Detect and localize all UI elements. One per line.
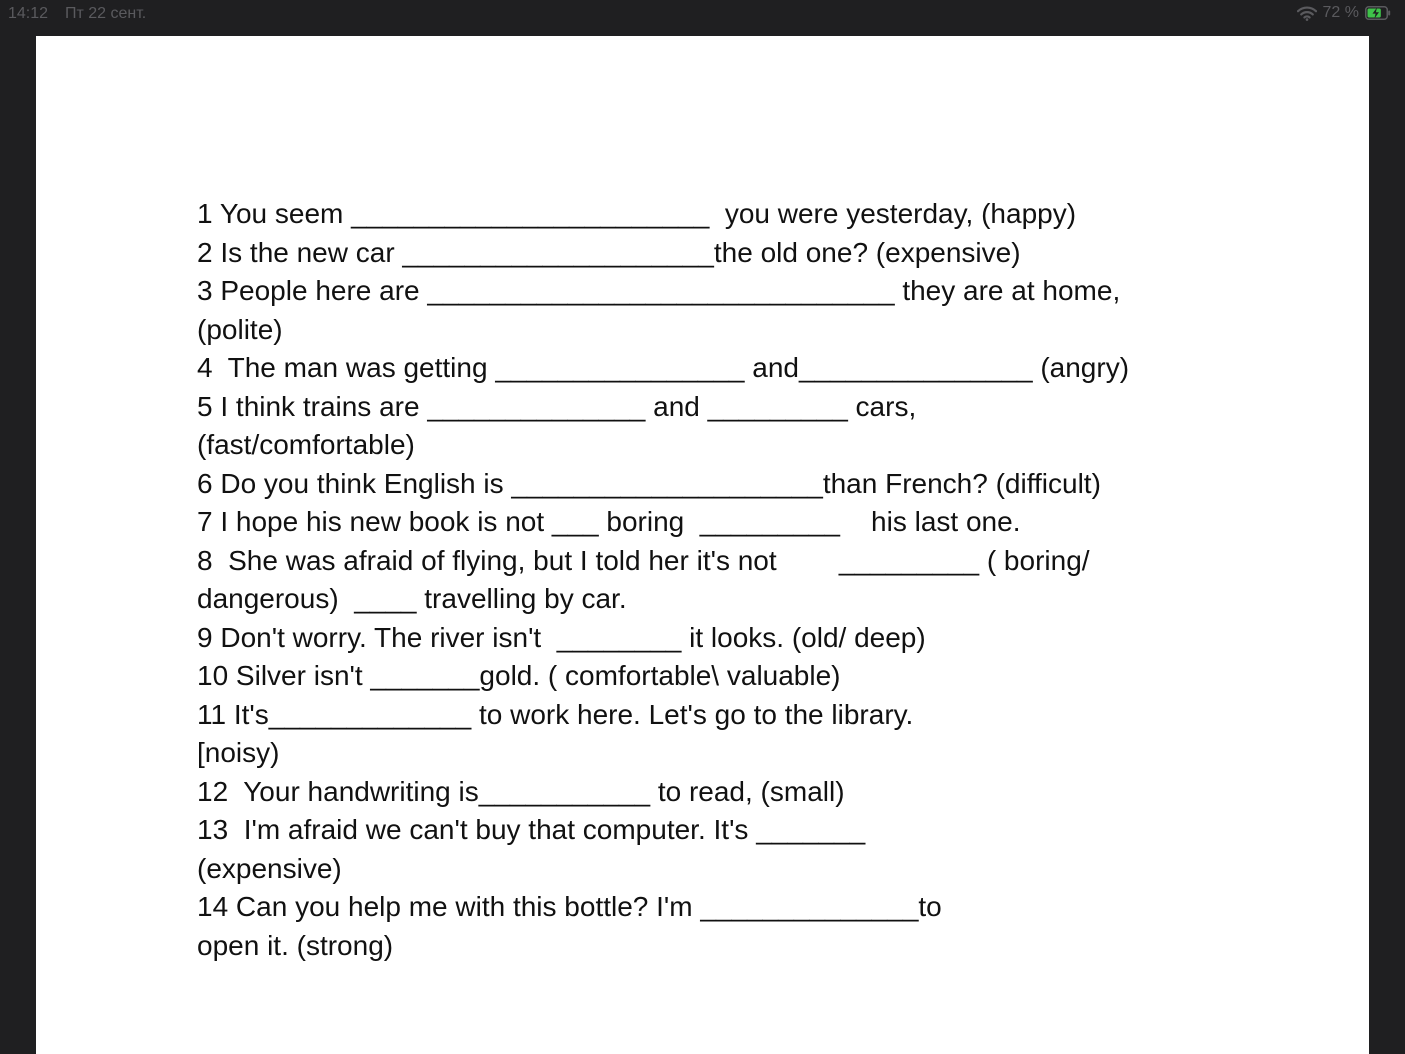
exercise-line: 10 Silver isn't _______gold. ( comfortable\ valuable) xyxy=(197,660,841,691)
exercise-line: 14 Can you help me with this bottle? I'm ______________to xyxy=(197,891,942,922)
exercise-list xyxy=(197,195,1277,965)
exercise-line: 13 I'm afraid we can't buy that computer. It's _______ xyxy=(197,814,866,845)
exercise-line: 9 Don't worry. The river isn't ________ it looks. (old/ deep) xyxy=(197,621,926,653)
exercise-line: 12 Your handwriting is___________ to read, (small) xyxy=(197,775,845,807)
status-date: Пт 22 сент. xyxy=(65,5,147,22)
exercise-line: 7 I hope his new book is not ___ boring _________ his last one. xyxy=(197,506,1021,537)
battery-percent: 72 % xyxy=(1322,4,1359,21)
status-time: 14:12 xyxy=(8,5,49,22)
exercise-line: 4 The man was getting ________________ and_______________ (angry) xyxy=(197,352,1130,383)
battery-charging-icon xyxy=(1365,6,1391,20)
exercise-line: [noisy) xyxy=(197,737,280,768)
exercise-line: open it. (strong) xyxy=(197,929,394,961)
exercise-line: 2 Is the new car ____________________the old one? (expensive) xyxy=(197,236,1021,268)
exercise-line: dangerous) ____ travelling by car. xyxy=(197,583,627,614)
exercise-line: (expensive) xyxy=(197,852,342,884)
status-bar xyxy=(0,0,1405,28)
exercise-line: 6 Do you think English is ____________________than French? (difficult) xyxy=(197,467,1101,499)
exercise-line: 8 She was afraid of flying, but I told her it's not _________ ( boring/ xyxy=(197,544,1090,576)
exercise-line: 3 People here are ______________________________ they are at home, xyxy=(197,275,1121,306)
exercise-line: 1 You seem _______________________ you were yesterday, (happy) xyxy=(197,198,1077,229)
exercise-line: 11 It's_____________ to work here. Let's go to the library. xyxy=(197,698,914,730)
exercise-line: 5 I think trains are ______________ and _________ cars, xyxy=(197,390,917,422)
exercise-line: (fast/comfortable) xyxy=(197,429,415,460)
wifi-icon xyxy=(1297,6,1317,21)
exercise-line: (polite) xyxy=(197,313,283,345)
status-indicators xyxy=(1297,4,1391,22)
